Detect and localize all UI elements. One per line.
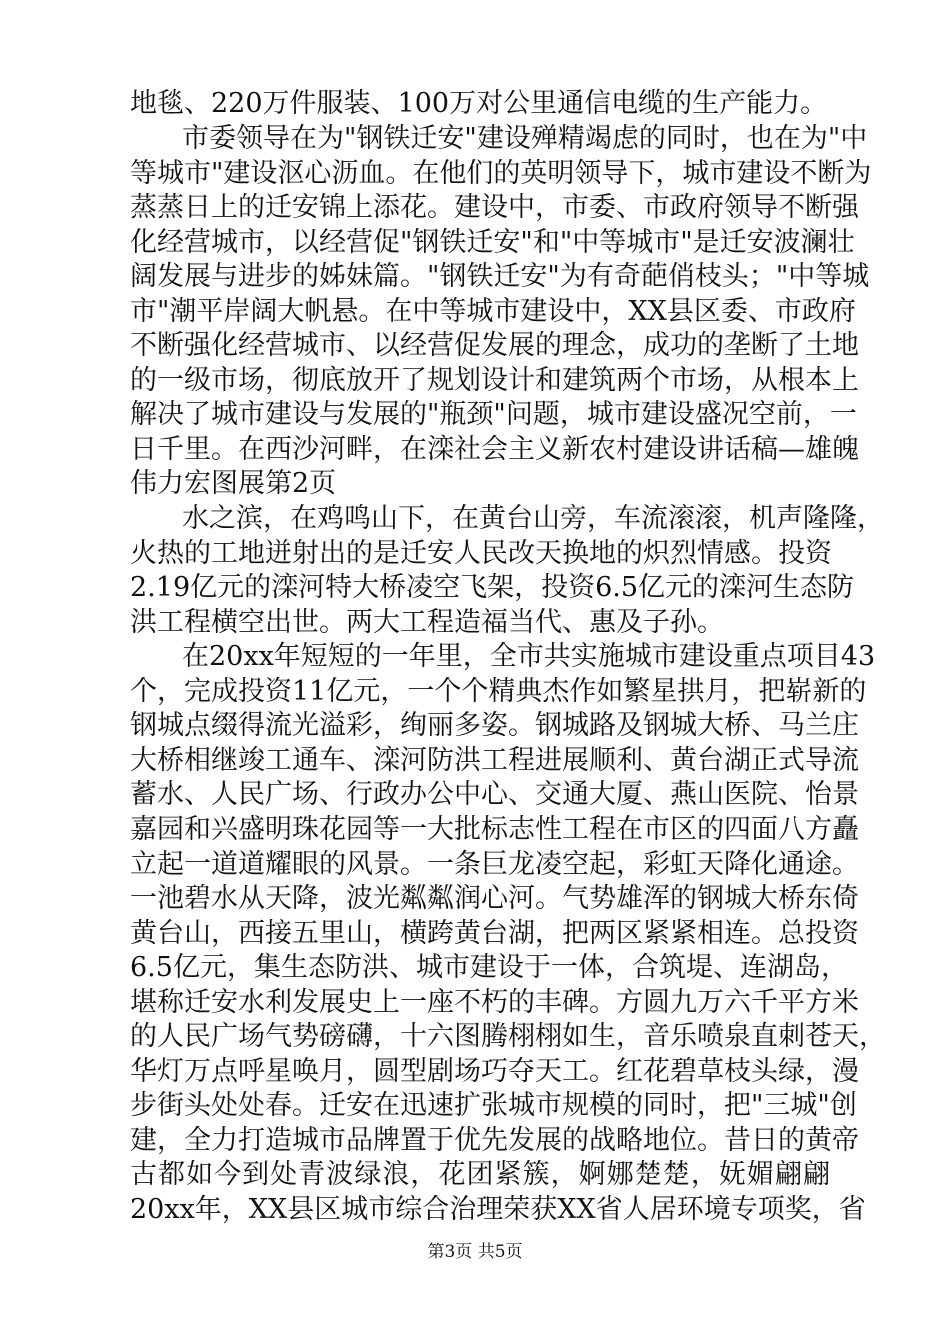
page-number-footer: 第3页 共5页 [427,1242,523,1262]
text-line: 的人民广场气势磅礴，十六图腾栩栩如生，音乐喷泉直刺苍天， [130,1021,886,1052]
text-line: 2.19亿元的滦河特大桥凌空飞架，投资6.5亿元的滦河生态防 [130,572,855,603]
text-line: 蒸蒸日上的迁安锦上添花。建设中，市委、市政府领导不断强 [130,192,859,223]
text-line: 一池碧水从天降，波光粼粼润心河。气势雄浑的钢城大桥东倚 [130,883,859,914]
text-line: 个，完成投资11亿元，一个个精典杰作如繁星拱月，把崭新的 [130,676,867,707]
text-line: 嘉园和兴盛明珠花园等一大批标志性工程在市区的四面八方矗 [130,814,859,845]
text-line: 地毯、220万件服装、100万对公里通信电缆的生产能力。 [130,88,828,119]
text-line: 20xx年，XX县区城市综合治理荣获XX省人居环境专项奖，省 [130,1194,866,1225]
text-line: 步街头处处春。迁安在迅速扩张城市规模的同时，把"三城"创 [130,1090,857,1121]
text-line: 大桥相继竣工通车、滦河防洪工程进展顺利、黄台湖正式导流 [130,745,859,776]
text-line: 市"潮平岸阔大帆悬。在中等城市建设中，XX县区委、市政府 [130,296,856,327]
paragraph-start-line: 在20xx年短短的一年里，全市共实施城市建设重点项目43 [182,641,876,672]
paragraph-start-line: 市委领导在为"钢铁迁安"建设殚精竭虑的同时，也在为"中 [182,123,868,154]
text-line: 华灯万点呼星唤月，圆型剧场巧夺天工。红花碧草枝头绿，漫 [130,1056,859,1087]
text-line: 蓄水、人民广场、行政办公中心、交通大厦、燕山医院、怡景 [130,779,859,810]
text-line: 等城市"建设沤心沥血。在他们的英明领导下，城市建设不断为 [130,158,872,189]
text-line: 阔发展与进步的姊妹篇。"钢铁迁安"为有奇葩俏枝头；"中等城 [130,261,870,292]
text-line: 火热的工地迸射出的是迁安人民改天换地的炽烈情感。投资 [130,538,832,569]
text-line: 古都如今到处青波绿浪，花团紧簇，婀娜楚楚，妩媚翩翩 [130,1159,830,1190]
text-line: 化经营城市，以经营促"钢铁迁安"和"中等城市"是迁安波澜壮 [130,227,855,258]
text-line: 堪称迁安水利发展史上一座不朽的丰碑。方圆九万六千平方米 [130,987,859,1018]
text-line: 解决了城市建设与发展的"瓶颈"问题，城市建设盛况空前，一 [130,399,857,430]
text-line: 日千里。在西沙河畔，在滦社会主义新农村建设讲话稿—雄魄 [130,434,859,465]
text-line: 6.5亿元，集生态防洪、城市建设于一体，合筑堤、连湖岛， [130,952,848,983]
text-line: 洪工程横空出世。两大工程造福当代、惠及子孙。 [130,607,724,638]
text-line: 伟力宏图展第2页 [130,468,337,499]
text-line: 不断强化经营城市、以经营促发展的理念，成功的垄断了土地 [130,330,859,361]
paragraph-start-line: 水之滨，在鸡鸣山下，在黄台山旁，车流滚滚，机声隆隆， [182,503,884,534]
text-line: 的一级市场，彻底放开了规划设计和建筑两个市场，从根本上 [130,365,859,396]
text-line: 建，全力打造城市品牌置于优先发展的战略地位。昔日的黄帝 [130,1125,859,1156]
text-line: 立起一道道耀眼的风景。一条巨龙凌空起，彩虹天降化通途。 [130,849,859,880]
text-line: 钢城点缀得流光溢彩，绚丽多姿。钢城路及钢城大桥、马兰庄 [130,710,859,741]
text-line: 黄台山，西接五里山，横跨黄台湖，把两区紧紧相连。总投资 [130,918,859,949]
